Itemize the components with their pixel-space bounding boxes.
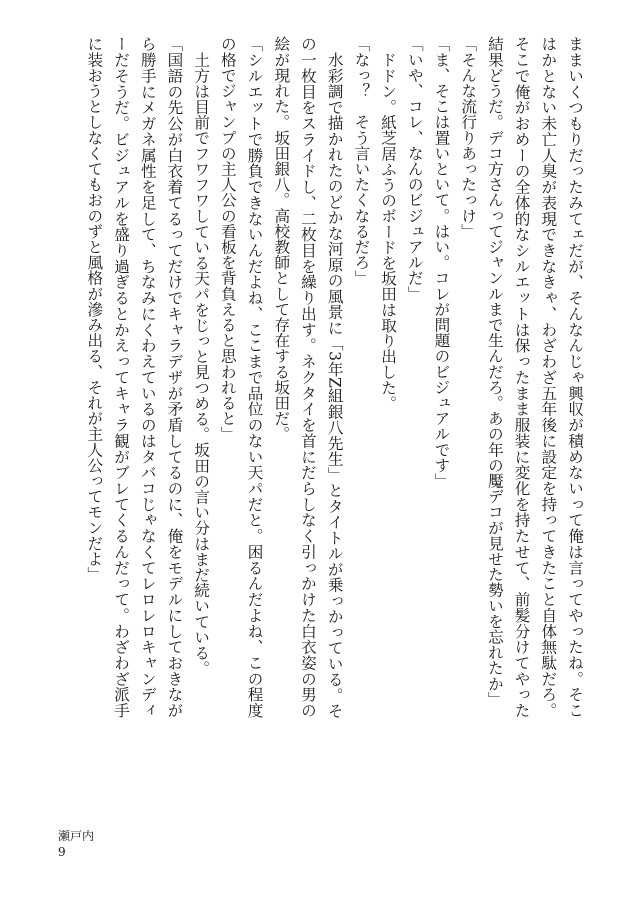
paragraph: 土方は目前でフワフワしている天パをじっと見つめる。坂田の言い分はまだ続いている。	[192, 51, 211, 676]
paragraph: 「なっ？ そう言いたくなるだろ」	[352, 36, 371, 286]
paragraph: 「国語の先公が白衣着てるってだけでキャラデザが矛盾してるのに、俺をモデルにしておきながら勝手にメガネ属性を足して、ちなみにくわえているのはタバコじゃなくてレロレロキャンディーだそうだ。ビジュアルを盛り過ぎるとかえってキャラ観がブレてくるんだって。わざわざ派手に装おうとしなくてもおのずと風格が滲み出る、それが主人公ってモンだよ」	[85, 36, 184, 718]
paragraph: 「ま、そこは置いといて。はい。コレが問題のビジュアルです」	[432, 36, 451, 489]
page-number: 9	[58, 845, 66, 859]
vertical-text-body	[38, 36, 588, 718]
paragraph: 水彩調で描かれたのどかな河原の風景に「3年Z組銀八先生」とタイトルが乗っかっている。その一枚目をスライドし、二枚目を繰り出す。ネクタイを首にだらしなく引っかけた白衣姿の男の絵が現れた。坂田銀八。高校教師として存在する坂田だ。	[272, 36, 344, 718]
paragraph: ままいくつもりだったみてェだが、そんなんじゃ興収が積めないって俺は言ってやったね。そこはかとない未亡人臭が表現できなきゃ、わざわざ五年後に設定を持ってきたこと自体無駄だろ。そこで俺がおめーの全体的なシルエットは保ったまま服装に変化を持たせて、前髪分けてやった結果どうだ。デコ方さんってジャンルまで生んだろ。あの年の魘デコが見せた勢いを忘れたか」	[485, 36, 584, 718]
paragraph: 「そんな流行りあったっけ」	[459, 36, 478, 239]
page-footer	[58, 828, 94, 860]
paragraph: 「シルエットで勝負できないんだよね、ここまで品位のない天パだと。困るんだよね、この程度の格でジャンプの主人公の看板を背負えると思われると」	[218, 36, 264, 718]
author-name: 瀬戸内	[58, 829, 95, 843]
paragraph: ドドン。紙芝居ふうのボードを坂田は取り出した。	[379, 51, 398, 411]
paragraph: 「いや、コレ、なんのビジュアルだ」	[405, 36, 424, 302]
